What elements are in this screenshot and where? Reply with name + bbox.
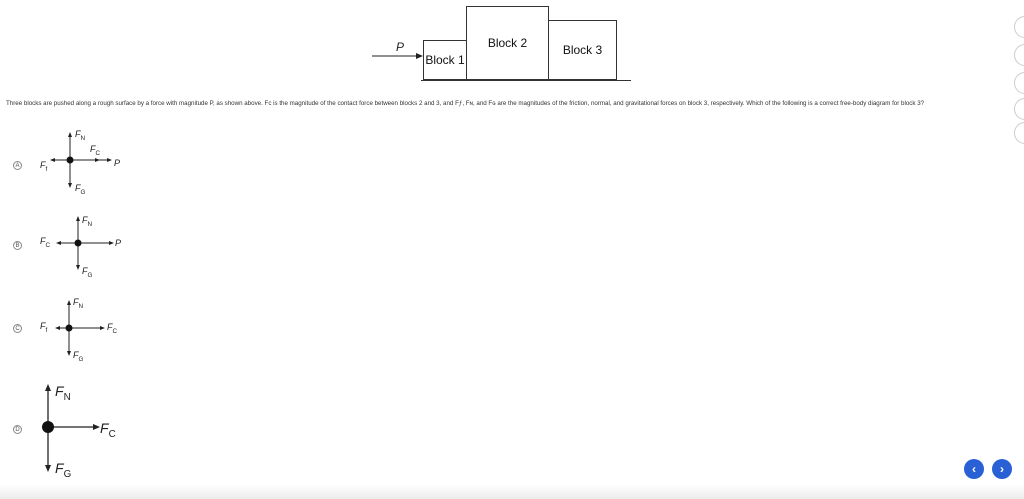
side-option-circle[interactable] bbox=[1014, 16, 1024, 38]
block-2 bbox=[466, 6, 549, 80]
block-1 bbox=[423, 40, 467, 80]
side-option-circle[interactable] bbox=[1014, 72, 1024, 94]
option-d-fc-label: $F_C$ bbox=[100, 420, 116, 440]
block-3-label: Block 3 bbox=[562, 43, 603, 57]
option-d-letter: D bbox=[15, 426, 20, 433]
option-b-radio[interactable] bbox=[13, 241, 22, 250]
option-c-fg-label: $F_G$ bbox=[73, 350, 84, 363]
option-b-letter: B bbox=[15, 242, 20, 249]
option-a-fg-label: $F_G$ bbox=[75, 183, 86, 196]
option-a-ff-label: $F_f$ bbox=[40, 160, 48, 173]
option-b-fn-label: $F_N$ bbox=[82, 215, 93, 228]
option-a-letter: A bbox=[15, 162, 20, 169]
option-c-letter: C bbox=[15, 325, 20, 332]
chevron-left-icon: ‹ bbox=[972, 462, 976, 476]
side-option-circle[interactable] bbox=[1014, 98, 1024, 120]
option-a-fn-label: $F_N$ bbox=[75, 129, 86, 142]
prev-button[interactable] bbox=[964, 459, 984, 479]
option-d-fn-label: $F_N$ bbox=[55, 383, 71, 403]
block-1-label: Block 1 bbox=[425, 53, 465, 67]
ground-line bbox=[421, 80, 631, 81]
option-b-fc-label: $F_C$ bbox=[40, 236, 51, 249]
option-d-fg-label: $F_G$ bbox=[55, 460, 72, 480]
block-3 bbox=[548, 20, 617, 80]
bottom-scroll-shadow bbox=[0, 484, 1024, 499]
question-text: Three blocks are pushed along a rough surface by a force with magnitude P, as shown above. Fᴄ is the magnitude of the contact force between blocks 2 and 3, and Fƒ, Fɴ, and Fɢ are the magnitudes of the friction, normal, and gravitational forces on block 3, respectively. Which of the following is a correct free-body diagram for block 3? bbox=[6, 100, 925, 107]
chevron-right-icon: › bbox=[1000, 462, 1004, 476]
option-a-fc-label: $F_C$ bbox=[90, 144, 101, 157]
option-c-fn-label: $F_N$ bbox=[73, 297, 84, 310]
block-2-label: Block 2 bbox=[487, 36, 528, 50]
next-button[interactable] bbox=[992, 459, 1012, 479]
option-b-p-label: P bbox=[115, 238, 122, 248]
push-force-label: P bbox=[396, 40, 405, 54]
option-c-fc-label: $F_C$ bbox=[107, 322, 118, 335]
option-c-ff-label: $F_f$ bbox=[40, 321, 48, 334]
option-d-fbd bbox=[38, 382, 108, 478]
option-a-p-label: P bbox=[114, 158, 121, 168]
side-option-circle[interactable] bbox=[1014, 122, 1024, 144]
option-c-radio[interactable] bbox=[13, 324, 22, 333]
option-a-radio[interactable] bbox=[13, 161, 22, 170]
push-force-arrow bbox=[372, 50, 424, 62]
option-b-fg-label: $F_G$ bbox=[82, 266, 93, 279]
option-d-radio[interactable] bbox=[13, 425, 22, 434]
side-option-circle[interactable] bbox=[1014, 44, 1024, 66]
